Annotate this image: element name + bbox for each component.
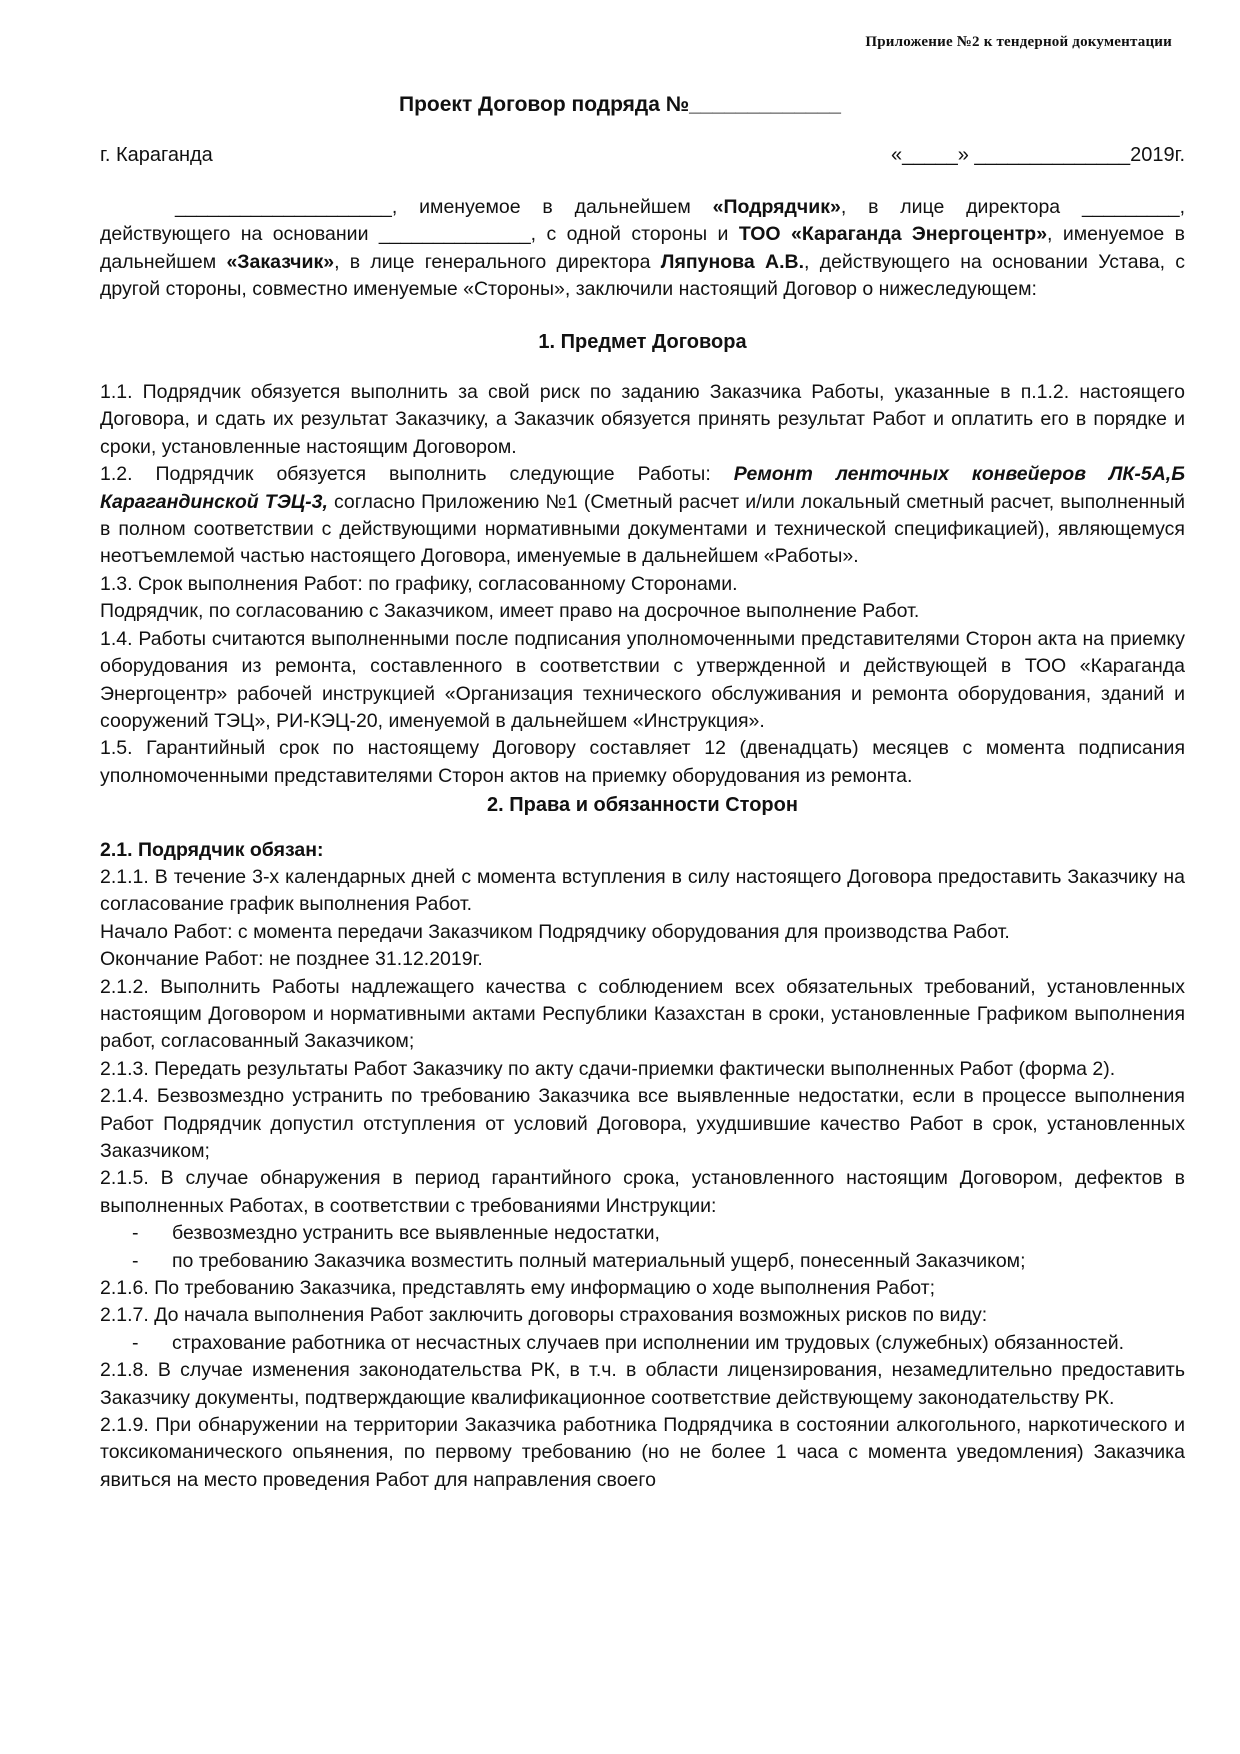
clause-2-1-7: 2.1.7. До начала выполнения Работ заключить договоры страхования возможных рисков по виду: [100,1304,988,1327]
section-2-title: 2. Права и обязанности Сторон [487,794,798,817]
preamble-text: ____________________, именуемое в дальнейшем [175,196,691,218]
section-1-title: 1. Предмет Договора [538,330,747,353]
work-name: Ремонт ленточных конвейеров ЛК-5А,Б Карагандинской ТЭЦ-3, [100,463,1186,513]
bullet-dash: - [132,1249,139,1272]
clause-2-1-4: 2.1.4. Безвозмездно устранить по требованию Заказчика все выявленные недостатки, если в процессе выполнения Работ Подрядчик допустил отступления от условий Договора, ухудшившие качество Работ в срок, установленных Заказчиком; [100,1085,1185,1162]
clause-text: согласно Приложению №1 (Сметный расчет и/или локальный сметный расчет, выполненный в полном соответствии с действующими нормативными документами и технической спецификацией), являющемуся неотъемлемой частью настоящего Договора, именуемые в дальнейшем «Работы». [100,490,1185,568]
clause-1-3-note: Подрядчик, по согласованию с Заказчиком, имеет право на досрочное выполнение Работ. [100,600,920,623]
city: г. Караганда [100,144,213,166]
clause-2-1-2: 2.1.2. Выполнить Работы надлежащего качества с соблюдением всех обязательных требований, установленных настоящим Договором и нормативными актами Республики Казахстан в сроки, установленные Графиком выполнения работ, согласованный Заказчиком; [100,975,1185,1053]
bullet-dash: - [132,1331,139,1354]
director-name: Ляпунова А.В. [660,250,805,273]
clause-2-1-3: 2.1.3. Передать результаты Работ Заказчику по акту сдачи-приемки фактически выполненных Работ (форма 2). [100,1057,1116,1080]
customer-name: ТОО «Караганда Энергоцентр» [738,223,1048,246]
contract-body [100,194,1185,1494]
preamble-text: , действующего на основании Устава, с другой стороны, совместно именуемые «Стороны», заключили настоящий Договор о нижеследующем: [100,250,1186,301]
preamble-paragraph [100,194,1185,304]
clause-2-1: 2.1. Подрядчик обязан: [100,838,324,861]
bullet-item [100,1248,1185,1275]
bullet-item [100,1220,1185,1247]
bullet-text: страхование работника от несчастных случаев при исполнении им трудовых (служебных) обязанностей. [172,1331,1125,1354]
clause-2-1-5: 2.1.5. В случае обнаружения в период гарантийного срока, установленного настоящим Договором, дефектов в выполненных Работах, в соответствии с требованиями Инструкции: [100,1167,1185,1217]
bullet-text: по требованию Заказчика возместить полный материальный ущерб, понесенный Заказчиком; [172,1249,1026,1272]
contractor-term: «Подрядчик» [712,196,841,218]
work-end: Окончание Работ: не позднее 31.12.2019г. [100,948,483,971]
contract-date: «_____» ______________2019г. [890,144,1185,166]
clause-1-4: 1.4. Работы считаются выполненными после подписания уполномоченными представителями Сторон акта на приемку оборудования из ремонта, составленного в соответствии с утвержденной и действующей в ТОО «Караганда Энергоцентр» рабочей инструкцией «Организация технического обслуживания и ремонта оборудования, зданий и сооружений ТЭЦ», РИ-КЭЦ-20, именуемой в дальнейшем «Инструкция». [100,627,1185,732]
clause-2-1-6: 2.1.6. По требованию Заказчика, представлять ему информацию о ходе выполнения Работ; [100,1277,936,1300]
work-start: Начало Работ: с момента передачи Заказчиком Подрядчику оборудования для производства Работ. [100,920,1010,943]
annex-label: Приложение №2 к тендерной документации [865,34,1172,50]
clause-2-1-9: 2.1.9. При обнаружении на территории Заказчика работника Подрядчика в состоянии алкогольного, наркотического и токсикоманического опьянения, по первому требованию (но не более 1 часа с момента уведомления) Заказчика явиться на место проведения Работ для направления своего [100,1414,1185,1491]
customer-term: «Заказчик» [226,250,335,273]
bullet-text: безвозмездно устранить все выявленные недостатки, [172,1222,660,1245]
preamble-text: , именуемое в дальнейшем [100,223,1186,273]
clause-1-1: 1.1. Подрядчик обязуется выполнить за свой риск по заданию Заказчика Работы, указанные в п.1.2. настоящего Договора, и сдать их результат Заказчику, а Заказчик обязуется принять результат Работ и оплатить его в порядке и сроки, установленные настоящим Договором. [100,381,1185,458]
clause-2-1-8: 2.1.8. В случае изменения законодательства РК, в т.ч. в области лицензирования, незамедлительно предоставить Заказчику документы, подтверждающие квалификационное соответствие действующему законодательству РК. [100,1359,1185,1409]
clause-1-3: 1.3. Срок выполнения Работ: по графику, согласованному Сторонами. [100,572,738,595]
clause-text: 1.2. Подрядчик обязуется выполнить следующие Работы: [100,463,711,486]
contract-title: Проект Договор подряда №_____________ [399,93,841,116]
bullet-item [100,1330,1185,1357]
clause-1-2 [100,461,1185,571]
bullet-dash: - [132,1222,139,1245]
clause-2-1-1: 2.1.1. В течение 3-х календарных дней с момента вступления в силу настоящего Договора предоставить Заказчику на согласование график выполнения Работ. [100,865,1185,916]
preamble-text: , в лице директора _________, действующего на основании ______________, с одной стороны и [100,196,1185,246]
clause-1-5: 1.5. Гарантийный срок по настоящему Договору составляет 12 (двенадцать) месяцев с момента подписания уполномоченными представителями Сторон актов на приемку оборудования из ремонта. [100,737,1185,787]
preamble-text: , в лице генерального директора [334,250,651,273]
